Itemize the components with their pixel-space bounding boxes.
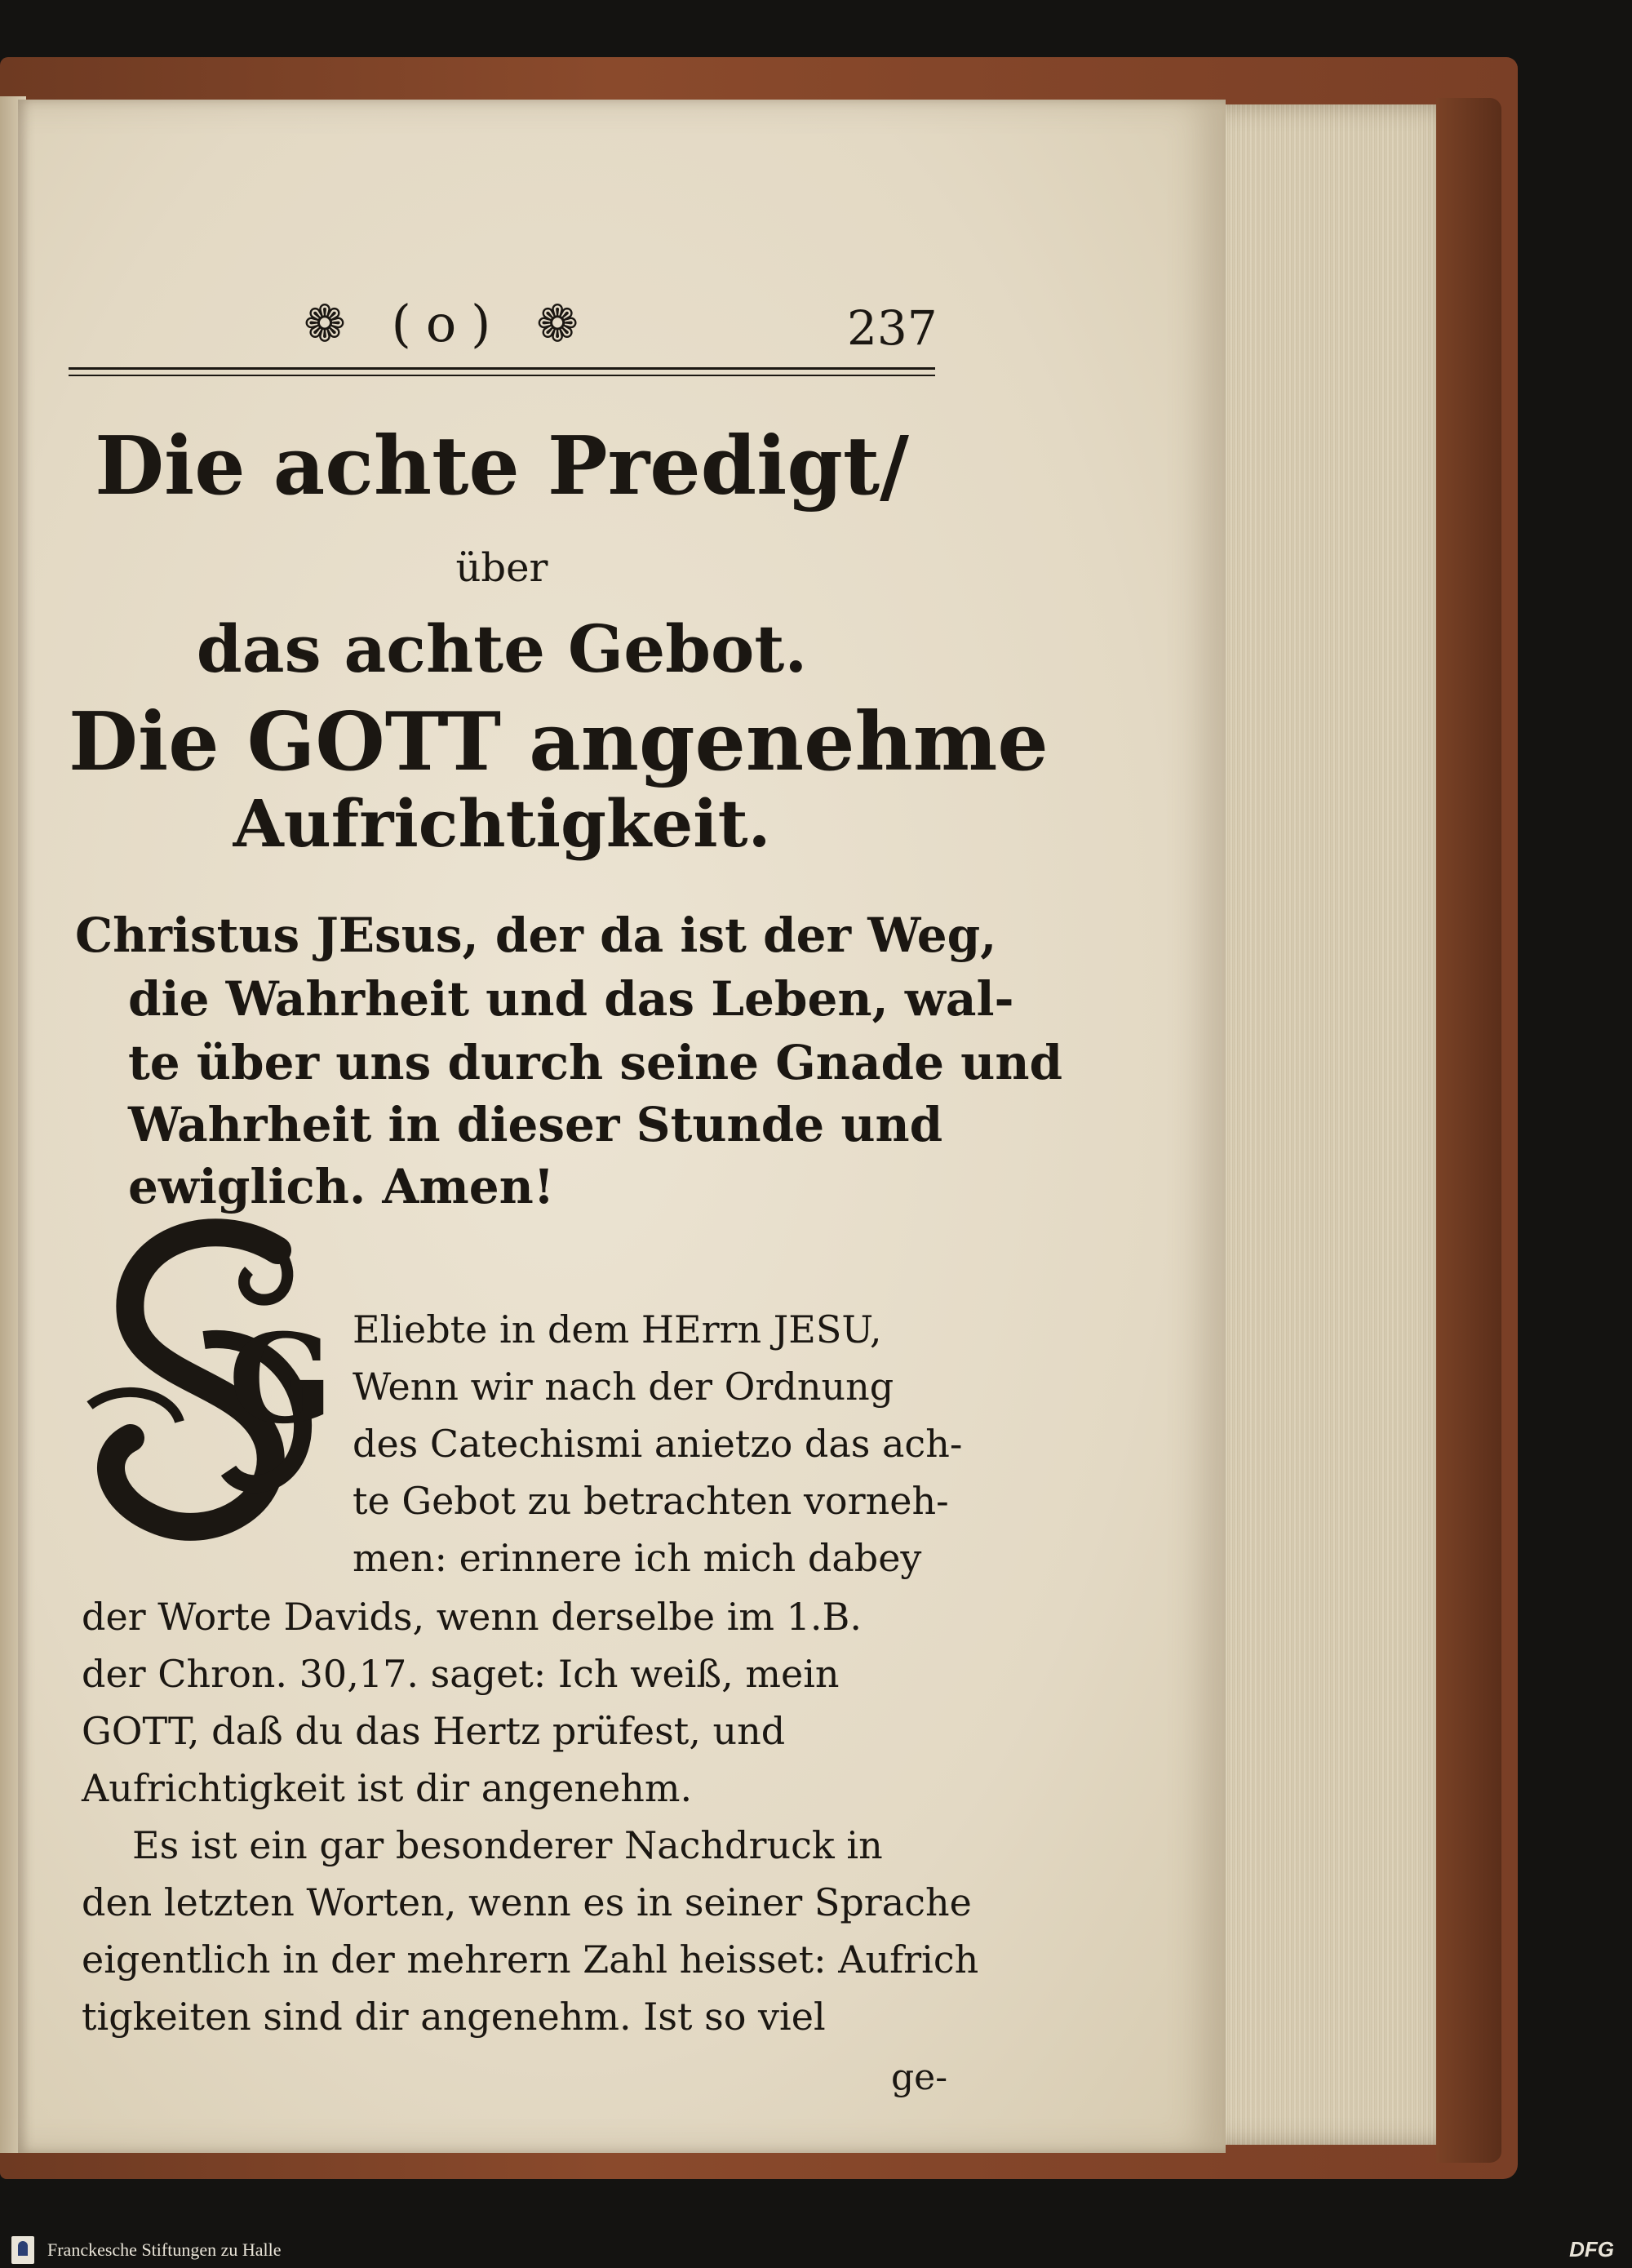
body-line: men: erinnere ich mich dabey: [353, 1536, 922, 1580]
institution-logo-icon: [11, 2236, 34, 2264]
body-line: der Worte Davids, wenn derselbe im 1.B.: [82, 1595, 862, 1639]
title-theme-end: Aufrichtigkeit.: [233, 785, 771, 862]
footer-institution: Franckesche Stiftungen zu Halle: [47, 2239, 282, 2260]
header-rule: [69, 367, 935, 376]
footer-dfg-logo: DFG: [1569, 2237, 1614, 2261]
prayer-line: die Wahrheit und das Leben, wal-: [128, 971, 1014, 1027]
prayer-line: Christus JEsus, der da ist der Weg,: [75, 908, 997, 963]
body-line: eigentlich in der mehrern Zahl heisset: Aufrich: [82, 1937, 979, 1982]
page-stack-edges: [1216, 104, 1463, 2145]
title-over: über: [455, 545, 548, 591]
viewer-footer: [0, 2233, 1632, 2268]
catchword: ge-: [891, 2057, 948, 2098]
book-page: [18, 100, 1226, 2153]
body-line: des Catechismi anietzo das ach-: [353, 1422, 963, 1466]
decorative-initial-g: [73, 1218, 343, 1544]
body-line: GOTT, daß du das Hertz prüfest, und: [82, 1709, 786, 1753]
body-line: Es ist ein gar besonderer Nachdruck in: [132, 1823, 883, 1867]
title-commandment: das achte Gebot.: [196, 610, 808, 687]
sermon-title: Die achte Predigt/: [95, 419, 909, 513]
body-line: Aufrichtigkeit ist dir angenehm.: [82, 1766, 693, 1810]
prayer-line: te über uns durch seine Gnade und: [128, 1035, 1063, 1090]
body-line: den letzten Worten, wenn es in seiner Sprache: [82, 1880, 972, 1924]
title-theme: Die GOTT angenehme: [69, 695, 1049, 789]
body-line: Eliebte in dem HErrn JESU,: [353, 1307, 882, 1351]
prayer-line: ewiglich. Amen!: [128, 1159, 555, 1214]
body-line: der Chron. 30,17. saget: Ich weiß, mein: [82, 1652, 840, 1696]
page-number: 237: [847, 300, 938, 356]
initial-letter: G: [228, 1307, 334, 1451]
book-cover-right: [1436, 98, 1501, 2163]
body-line: tigkeiten sind dir angenehm. Ist so viel: [82, 1995, 826, 2039]
body-line: te Gebot zu betrachten vorneh-: [353, 1479, 949, 1523]
prayer-line: Wahrheit in dieser Stunde und: [128, 1097, 943, 1152]
body-line: Wenn wir nach der Ordnung: [353, 1365, 894, 1409]
header-ornament: ❁ (o) ❁: [304, 294, 594, 353]
